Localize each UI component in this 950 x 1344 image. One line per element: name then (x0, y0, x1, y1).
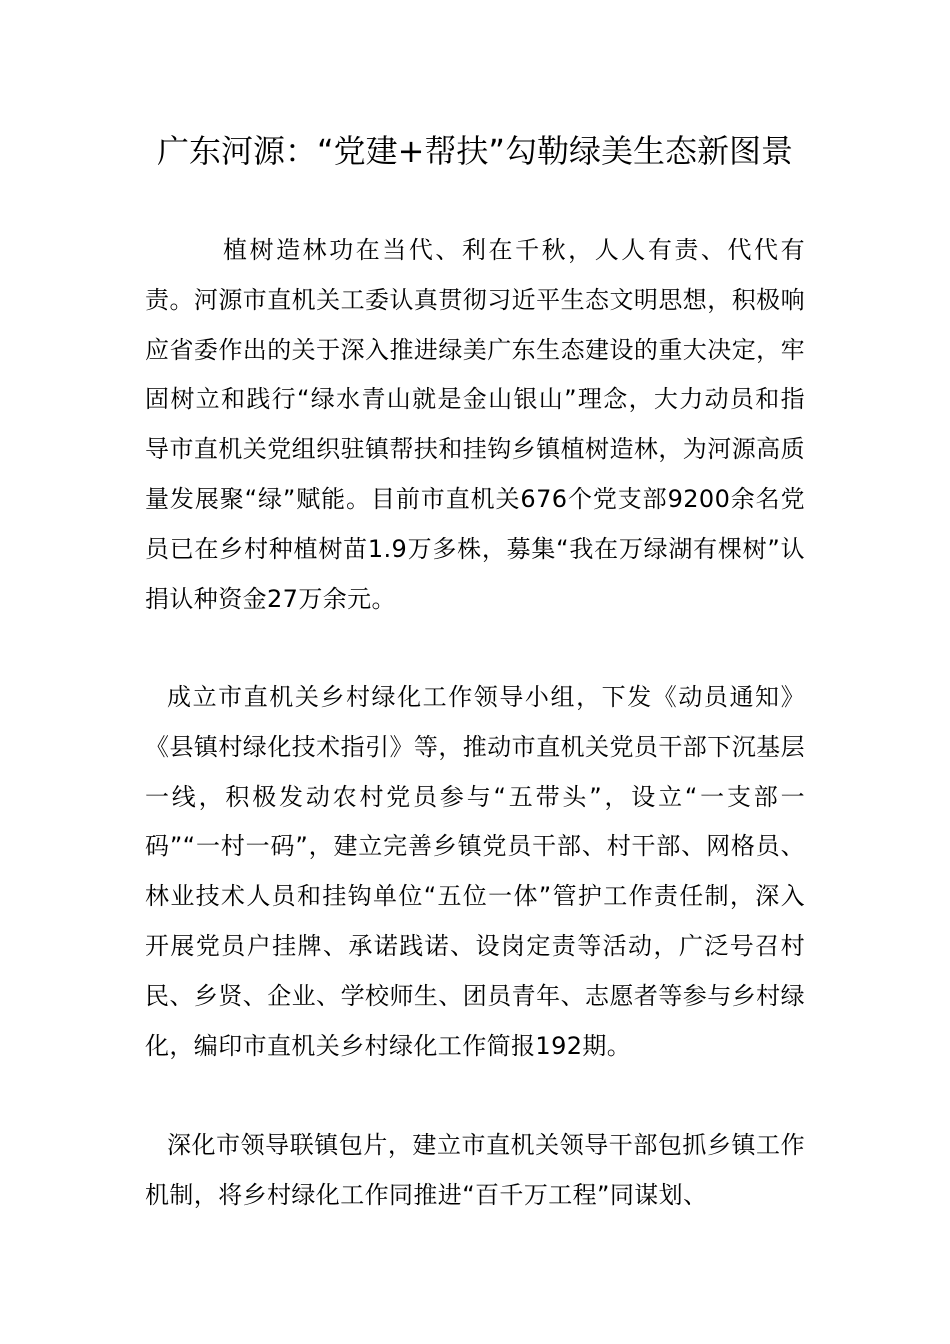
paragraph-3: 深化市领导联镇包片，建立市直机关领导干部包抓乡镇工作机制，将乡村绿化工作同推进“百千万工程”同谋划、 (145, 1131, 805, 1209)
paragraph-2: 成立市直机关乡村绿化工作领导小组，下发《动员通知》《县镇村绿化技术指引》等，推动市直机关党员干部下沉基层一线，积极发动农村党员参与“五带头”，设立“一支部一码”“一村一码”，建立完善乡镇党员干部、村干部、网格员、林业技术人员和挂钩单位“五位一体”管护工作责任制，深入开展党员户挂牌、承诺践诺、设岗定责等活动，广泛号召村民、乡贤、企业、学校师生、团员青年、志愿者等参与乡村绿化，编印市直机关乡村绿化工作简报192期。 (145, 683, 805, 1060)
paragraph-1: 植树造林功在当代、利在千秋，人人有责、代代有责。河源市直机关工委认真贯彻习近平生态文明思想，积极响应省委作出的关于深入推进绿美广东生态建设的重大决定，牢固树立和践行“绿水青山就是金山银山”理念，大力动员和指导市直机关党组织驻镇帮扶和挂钩乡镇植树造林，为河源高质量发展聚“绿”赋能。目前市直机关676个党支部9200余名党员已在乡村种植树苗1.9万多株，募集“我在万绿湖有棵树”认捐认种资金27万余元。 (145, 236, 805, 613)
document-title: 广东河源：“党建+帮扶”勾勒绿美生态新图景 (157, 132, 793, 170)
